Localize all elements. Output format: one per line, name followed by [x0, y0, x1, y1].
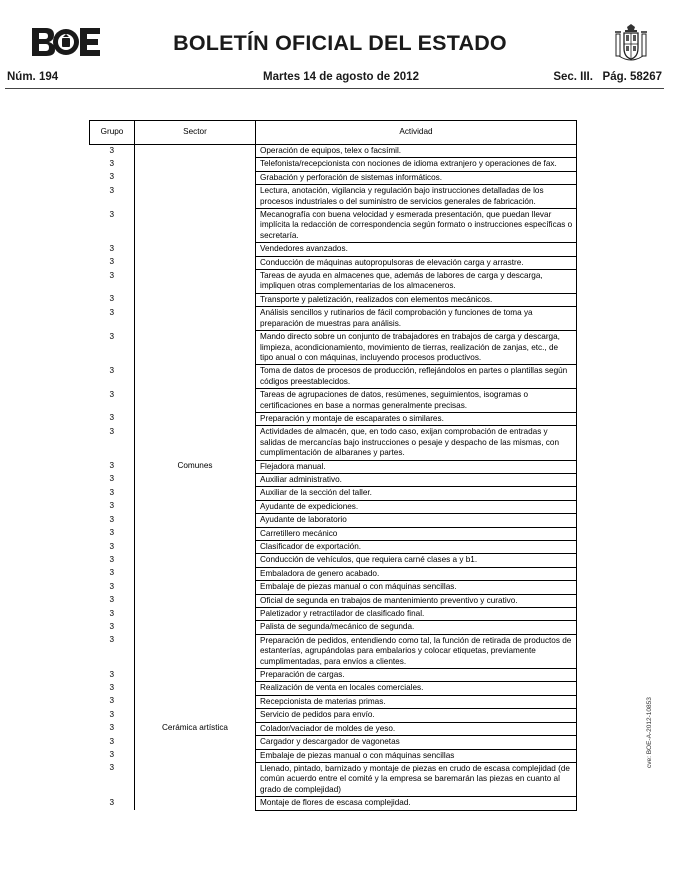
actividad-cell: Cargador y descargador de vagonetas: [256, 736, 577, 749]
table-row: [90, 158, 577, 171]
actividad-cell: Palista de segunda/mecánico de segunda.: [256, 621, 577, 634]
sector-cell: [135, 243, 256, 256]
grupo-cell: 3: [109, 413, 115, 423]
actividad-cell: Auxiliar administrativo.: [256, 473, 577, 486]
actividad-cell: Montaje de flores de escasa complejidad.: [256, 797, 577, 810]
grupo-cell: 3: [109, 635, 115, 645]
grupo-cell: 3: [109, 608, 115, 618]
document-id-note: cve: BOE-A-2012-10853: [646, 697, 653, 768]
grupo-cell: 3: [109, 736, 115, 746]
table-row: [90, 682, 577, 695]
table-row: [90, 567, 577, 580]
grupo-cell: 3: [109, 682, 115, 692]
sector-cell: [135, 527, 256, 540]
grupo-cell: 3: [109, 501, 115, 511]
actividad-cell: Tareas de ayuda en almacenes que, además de labores de carga y descarga, impliquen otras complementarias de los almaceneros.: [256, 270, 577, 294]
sector-cell: [135, 209, 256, 243]
actividad-cell: Transporte y paletización, realizados con elementos mecánicos.: [256, 293, 577, 306]
sector-cell: [135, 365, 256, 389]
sector-cell: [135, 709, 256, 722]
sector-cell: [135, 736, 256, 749]
table-row: [90, 171, 577, 184]
actividad-cell: Análisis sencillos y rutinarios de fácil comprobación y funciones de toma ya preparación de muestras para análisis.: [256, 307, 577, 331]
actividad-cell: Auxiliar de la sección del taller.: [256, 487, 577, 500]
grupo-cell: 3: [109, 621, 115, 631]
grupo-cell: 3: [109, 568, 115, 578]
table-row: [90, 145, 577, 158]
table-row: [90, 500, 577, 513]
grupo-cell: 3: [109, 514, 115, 524]
grupo-cell: 3: [109, 669, 115, 679]
actividad-cell: Vendedores avanzados.: [256, 243, 577, 256]
actividad-cell: Preparación de pedidos, entendiendo como tal, la función de retirada de productos de estanterías, agrupándolas para embalarios y colocar etiquetas, previamente cumplimentadas, para envíos a clientes.: [256, 634, 577, 668]
table-row: [90, 527, 577, 540]
table-row: [90, 722, 577, 735]
table-row: [90, 293, 577, 306]
table-row: [90, 709, 577, 722]
grupo-cell: 3: [109, 426, 115, 436]
sector-cell: [135, 762, 256, 796]
table-row: [90, 487, 577, 500]
table-row: [90, 460, 577, 473]
sector-cell: [135, 185, 256, 209]
sector-cell: [135, 412, 256, 425]
grupo-cell: 3: [109, 307, 115, 317]
grupo-cell: 3: [109, 389, 115, 399]
grupo-cell: 3: [109, 243, 115, 253]
sector-cell: [135, 331, 256, 365]
sector-cell: [135, 695, 256, 708]
column-header-grupo: Grupo: [90, 121, 135, 145]
actividad-cell: Conducción de vehículos, que requiera carné clases a y b1.: [256, 554, 577, 567]
table-row: [90, 554, 577, 567]
actividad-cell: Oficial de segunda en trabajos de mantenimiento preventivo y curativo.: [256, 594, 577, 607]
grupo-cell: 3: [109, 461, 115, 471]
table-row: [90, 185, 577, 209]
sector-cell: [135, 426, 256, 460]
sector-cell: [135, 594, 256, 607]
sector-cell: [135, 487, 256, 500]
actividad-cell: Servicio de pedidos para envío.: [256, 709, 577, 722]
column-header-actividad: Actividad: [256, 121, 577, 145]
table-row: [90, 426, 577, 460]
grupo-cell: 3: [109, 474, 115, 484]
table-row: [90, 541, 577, 554]
sector-cell: [135, 171, 256, 184]
table-row: [90, 736, 577, 749]
grupo-cell: 3: [109, 270, 115, 280]
actividad-cell: Tareas de agrupaciones de datos, resúmenes, seguimientos, isogramas o certificaciones en base a normas generalmente precisas.: [256, 389, 577, 413]
actividad-cell: Realización de venta en locales comerciales.: [256, 682, 577, 695]
table-row: [90, 365, 577, 389]
sector-cell: Comunes: [135, 460, 256, 473]
grupo-cell: 3: [109, 487, 115, 497]
actividad-cell: Preparación de cargas.: [256, 669, 577, 682]
sector-cell: [135, 682, 256, 695]
table-row: [90, 270, 577, 294]
activities-table: [89, 120, 577, 811]
sector-cell: [135, 514, 256, 527]
actividad-cell: Lectura, anotación, vigilancia y regulación bajo instrucciones detalladas de los procesos industriales o del suministro de servicios generales de fabricación.: [256, 185, 577, 209]
header-divider: [5, 88, 664, 89]
table-row: [90, 514, 577, 527]
table-row: [90, 621, 577, 634]
actividad-cell: Ayudante de expediciones.: [256, 500, 577, 513]
actividad-cell: Ayudante de laboratorio: [256, 514, 577, 527]
sector-cell: [135, 797, 256, 810]
actividad-cell: Actividades de almacén, que, en todo caso, exijan comprobación de entradas y salidas de mercancías bajo instrucciones o pesaje y despacho de las mismas, con cumplimentación de albaranes y partes.: [256, 426, 577, 460]
actividad-cell: Embalaje de piezas manual o con máquinas sencillas: [256, 749, 577, 762]
sector-cell: [135, 500, 256, 513]
sector-cell: [135, 749, 256, 762]
actividad-cell: Toma de datos de procesos de producción, reflejándolos en partes o plantillas según códigos preestablecidos.: [256, 365, 577, 389]
grupo-cell: 3: [109, 172, 115, 182]
table-row: [90, 209, 577, 243]
grupo-cell: 3: [109, 581, 115, 591]
grupo-cell: 3: [109, 763, 115, 773]
issue-number: Núm. 194: [7, 71, 59, 83]
actividad-cell: Mando directo sobre un conjunto de trabajadores en trabajos de carga y descarga, limpieza, acondicionamiento, movimiento de tierras, realización de zanjas, etc., de tipo anual o con máquinas, incluyendo procesos productivos.: [256, 331, 577, 365]
grupo-cell: 3: [109, 541, 115, 551]
grupo-cell: 3: [109, 294, 115, 304]
sector-cell: [135, 621, 256, 634]
grupo-cell: 3: [109, 185, 115, 195]
grupo-cell: 3: [109, 257, 115, 267]
grupo-cell: 3: [109, 797, 115, 807]
table-row: [90, 749, 577, 762]
actividad-cell: Paletizador y retractilador de clasificado final.: [256, 608, 577, 621]
coat-of-arms-icon: [613, 24, 649, 64]
actividad-cell: Carretillero mecánico: [256, 527, 577, 540]
grupo-cell: 3: [109, 750, 115, 759]
sector-cell: [135, 634, 256, 668]
sector-cell: [135, 567, 256, 580]
table-row: [90, 797, 577, 810]
actividad-cell: Clasificador de exportación.: [256, 541, 577, 554]
grupo-cell: 3: [109, 365, 115, 375]
actividad-cell: Preparación y montaje de escaparates o similares.: [256, 412, 577, 425]
sector-cell: [135, 541, 256, 554]
sector-cell: [135, 145, 256, 158]
sector-cell: [135, 256, 256, 269]
grupo-cell: 3: [109, 158, 115, 168]
table-row: [90, 307, 577, 331]
table-row: [90, 695, 577, 708]
page-title: BOLETÍN OFICIAL DEL ESTADO: [173, 31, 507, 55]
grupo-cell: 3: [109, 554, 115, 564]
grupo-cell: 3: [109, 595, 115, 605]
sector-cell: [135, 307, 256, 331]
table-row: [90, 412, 577, 425]
table-row: [90, 669, 577, 682]
grupo-cell: 3: [109, 331, 115, 341]
sector-cell: [135, 581, 256, 594]
table-row: [90, 581, 577, 594]
table-row: [90, 243, 577, 256]
sector-cell: [135, 554, 256, 567]
actividad-cell: Flejadora manual.: [256, 460, 577, 473]
sector-cell: [135, 270, 256, 294]
boe-logo-icon: [30, 26, 102, 58]
actividad-cell: Embaladora de genero acabado.: [256, 567, 577, 580]
table-row: [90, 473, 577, 486]
grupo-cell: 3: [109, 146, 115, 155]
table-header-row: [90, 121, 577, 145]
actividad-cell: Mecanografía con buena velocidad y esmerada presentación, que puedan llevar implícita la redacción de correspondencia según formato o instrucciones específicas o secretaría.: [256, 209, 577, 243]
section-page: Sec. III. Pág. 58267: [553, 71, 662, 83]
grupo-cell: 3: [109, 528, 115, 538]
table-row: [90, 389, 577, 413]
sector-cell: [135, 158, 256, 171]
actividad-cell: Embalaje de piezas manual o con máquinas sencillas.: [256, 581, 577, 594]
actividad-cell: Telefonista/recepcionista con nociones de idioma extranjero y operaciones de fax.: [256, 158, 577, 171]
sector-cell: [135, 389, 256, 413]
grupo-cell: 3: [109, 709, 115, 719]
issue-date: Martes 14 de agosto de 2012: [263, 71, 419, 83]
table-row: [90, 331, 577, 365]
sector-cell: [135, 608, 256, 621]
table-row: [90, 762, 577, 796]
grupo-cell: 3: [109, 209, 115, 219]
actividad-cell: Conducción de máquinas autopropulsoras de elevación carga y arrastre.: [256, 256, 577, 269]
table-row: [90, 594, 577, 607]
column-header-sector: Sector: [135, 121, 256, 145]
sector-cell: [135, 473, 256, 486]
grupo-cell: 3: [109, 723, 115, 733]
grupo-cell: 3: [109, 696, 115, 706]
actividad-cell: Grabación y perforación de sistemas informáticos.: [256, 171, 577, 184]
sector-cell: [135, 293, 256, 306]
actividad-cell: Operación de equipos, telex o facsímil.: [256, 145, 577, 158]
table-row: [90, 256, 577, 269]
table-row: [90, 634, 577, 668]
table-row: [90, 608, 577, 621]
sector-cell: [135, 669, 256, 682]
actividad-cell: Llenado, pintado, barnizado y montaje de piezas en crudo de escasa complejidad (de común acuerdo entre el comité y la empresa se baremarán las piezas en cuanto al grado de complejidad): [256, 762, 577, 796]
actividad-cell: Recepcionista de materias primas.: [256, 695, 577, 708]
actividad-cell: Colador/vaciador de moldes de yeso.: [256, 722, 577, 735]
sector-cell: Cerámica artística: [135, 722, 256, 735]
